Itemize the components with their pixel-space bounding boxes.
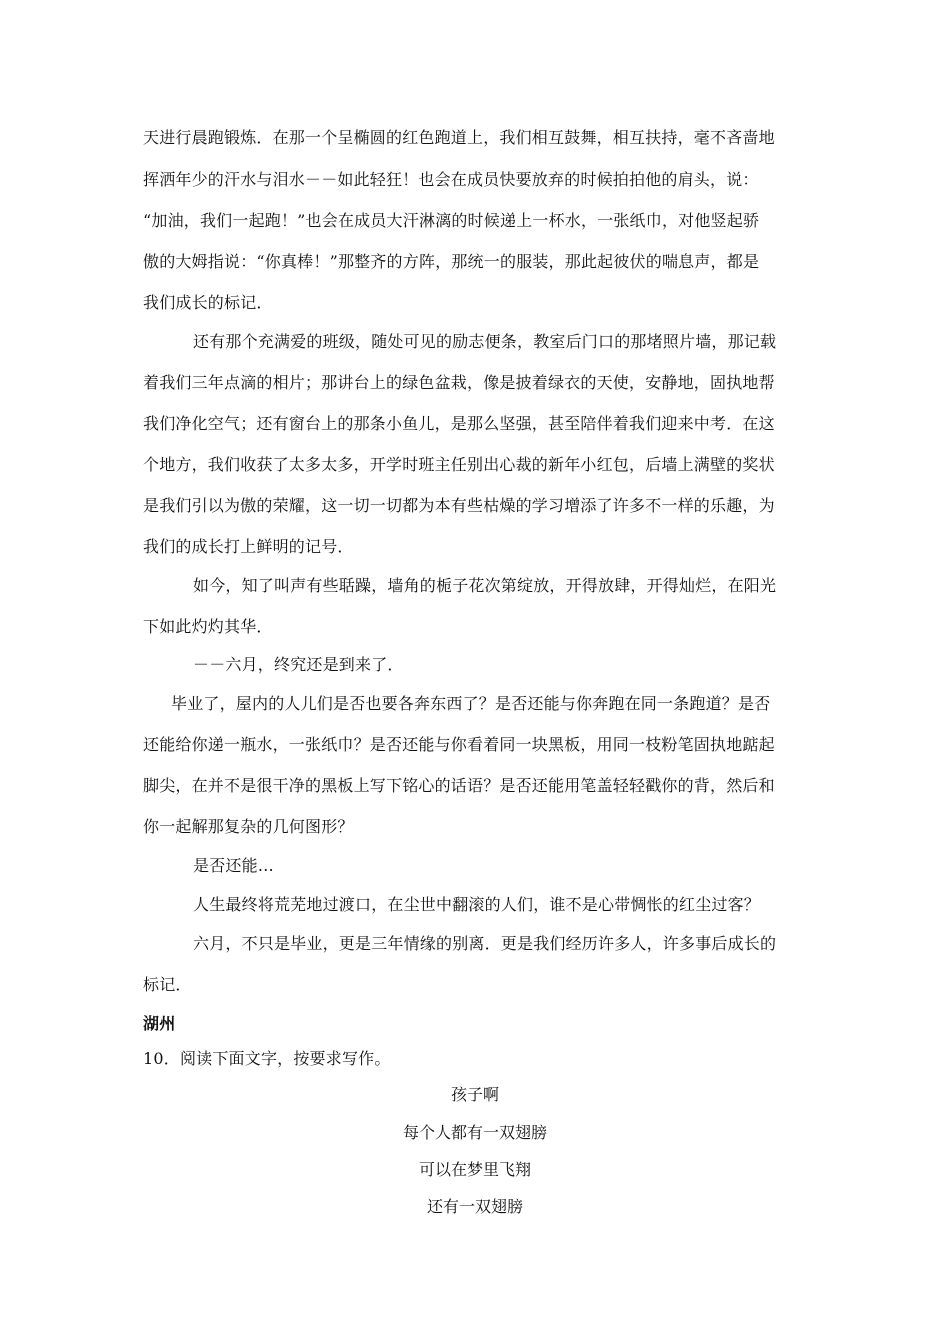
- poem-line-3: 可以在梦里飞翔: [418, 1160, 531, 1179]
- p3-line-2: 下如此灼灼其华．: [143, 617, 273, 636]
- p2-line-1: 还有那个充满爱的班级，随处可见的励志便条，教室后门口的那堵照片墙，那记载: [193, 332, 777, 351]
- p1-line-2: 挥洒年少的汗水与泪水－－如此轻狂！也会在成员快要放弃的时候拍拍他的肩头，说：: [143, 170, 759, 189]
- p5-line-4: 你一起解那复杂的几何图形？: [143, 817, 354, 836]
- p4-line: －－六月，终究还是到来了．: [193, 655, 404, 674]
- p2-line-5: 是我们引以为傲的荣耀，这一切一切都为本有些枯燥的学习增添了许多不一样的乐趣，为: [143, 496, 775, 515]
- p1-line-1: 天进行晨跑锻炼．在那一个呈椭圆的红色跑道上，我们相互鼓舞，相互扶持，毫不吝啬地: [143, 128, 775, 147]
- p5-line-1: 毕业了，屋内的人儿们是否也要各奔东西了？是否还能与你奔跑在同一条跑道？是否: [171, 694, 771, 713]
- p2-line-3: 我们净化空气；还有窗台上的那条小鱼儿，是那么坚强，甚至陪伴着我们迎来中考．在这: [143, 414, 775, 433]
- p1-line-4: 傲的大姆指说：“你真棒！”那整齐的方阵，那统一的服装，那此起彼伏的喘息声，都是: [143, 252, 760, 271]
- p7-line: 人生最终将荒芜地过渡口，在尘世中翻滚的人们，谁不是心带惆怅的红尘过客？: [193, 895, 761, 914]
- question-prompt: 10．阅读下面文字，按要求写作。: [143, 1049, 391, 1068]
- p1-line-5: 我们成长的标记．: [143, 293, 273, 312]
- p2-line-4: 个地方，我们收获了太多太多，开学时班主任别出心裁的新年小红包，后墙上满壁的奖状: [143, 455, 775, 474]
- section-heading: 湖州: [143, 1014, 176, 1033]
- p1-line-3: “加油，我们一起跑！”也会在成员大汗淋漓的时候递上一杯水，一张纸巾，对他竖起骄: [143, 211, 760, 230]
- p5-line-3: 脚尖，在并不是很干净的黑板上写下铭心的话语？是否还能用笔盖轻轻戳你的背，然后和: [143, 776, 775, 795]
- poem-line-2: 每个人都有一双翅膀: [402, 1123, 547, 1142]
- p8-line-1: 六月，不只是毕业，更是三年情缘的别离．更是我们经历许多人，许多事后成长的: [193, 934, 777, 953]
- p3-line-1: 如今，知了叫声有些聒躁，墙角的栀子花次第绽放，开得放肆，开得灿烂，在阳光: [193, 576, 777, 595]
- p2-line-6: 我们的成长打上鲜明的记号．: [143, 537, 354, 556]
- p8-line-2: 标记．: [143, 975, 192, 994]
- p2-line-2: 着我们三年点滴的相片；那讲台上的绿色盆栽，像是披着绿衣的天使，安静地，固执地帮: [143, 373, 775, 392]
- poem-line-4: 还有一双翅膀: [426, 1197, 523, 1216]
- p6-line: 是否还能…: [193, 856, 275, 875]
- poem-line-1: 孩子啊: [450, 1085, 499, 1104]
- p5-line-2: 还能给你递一瓶水，一张纸巾？是否还能与你看着同一块黑板，用同一枝粉笔固执地踮起: [143, 735, 775, 754]
